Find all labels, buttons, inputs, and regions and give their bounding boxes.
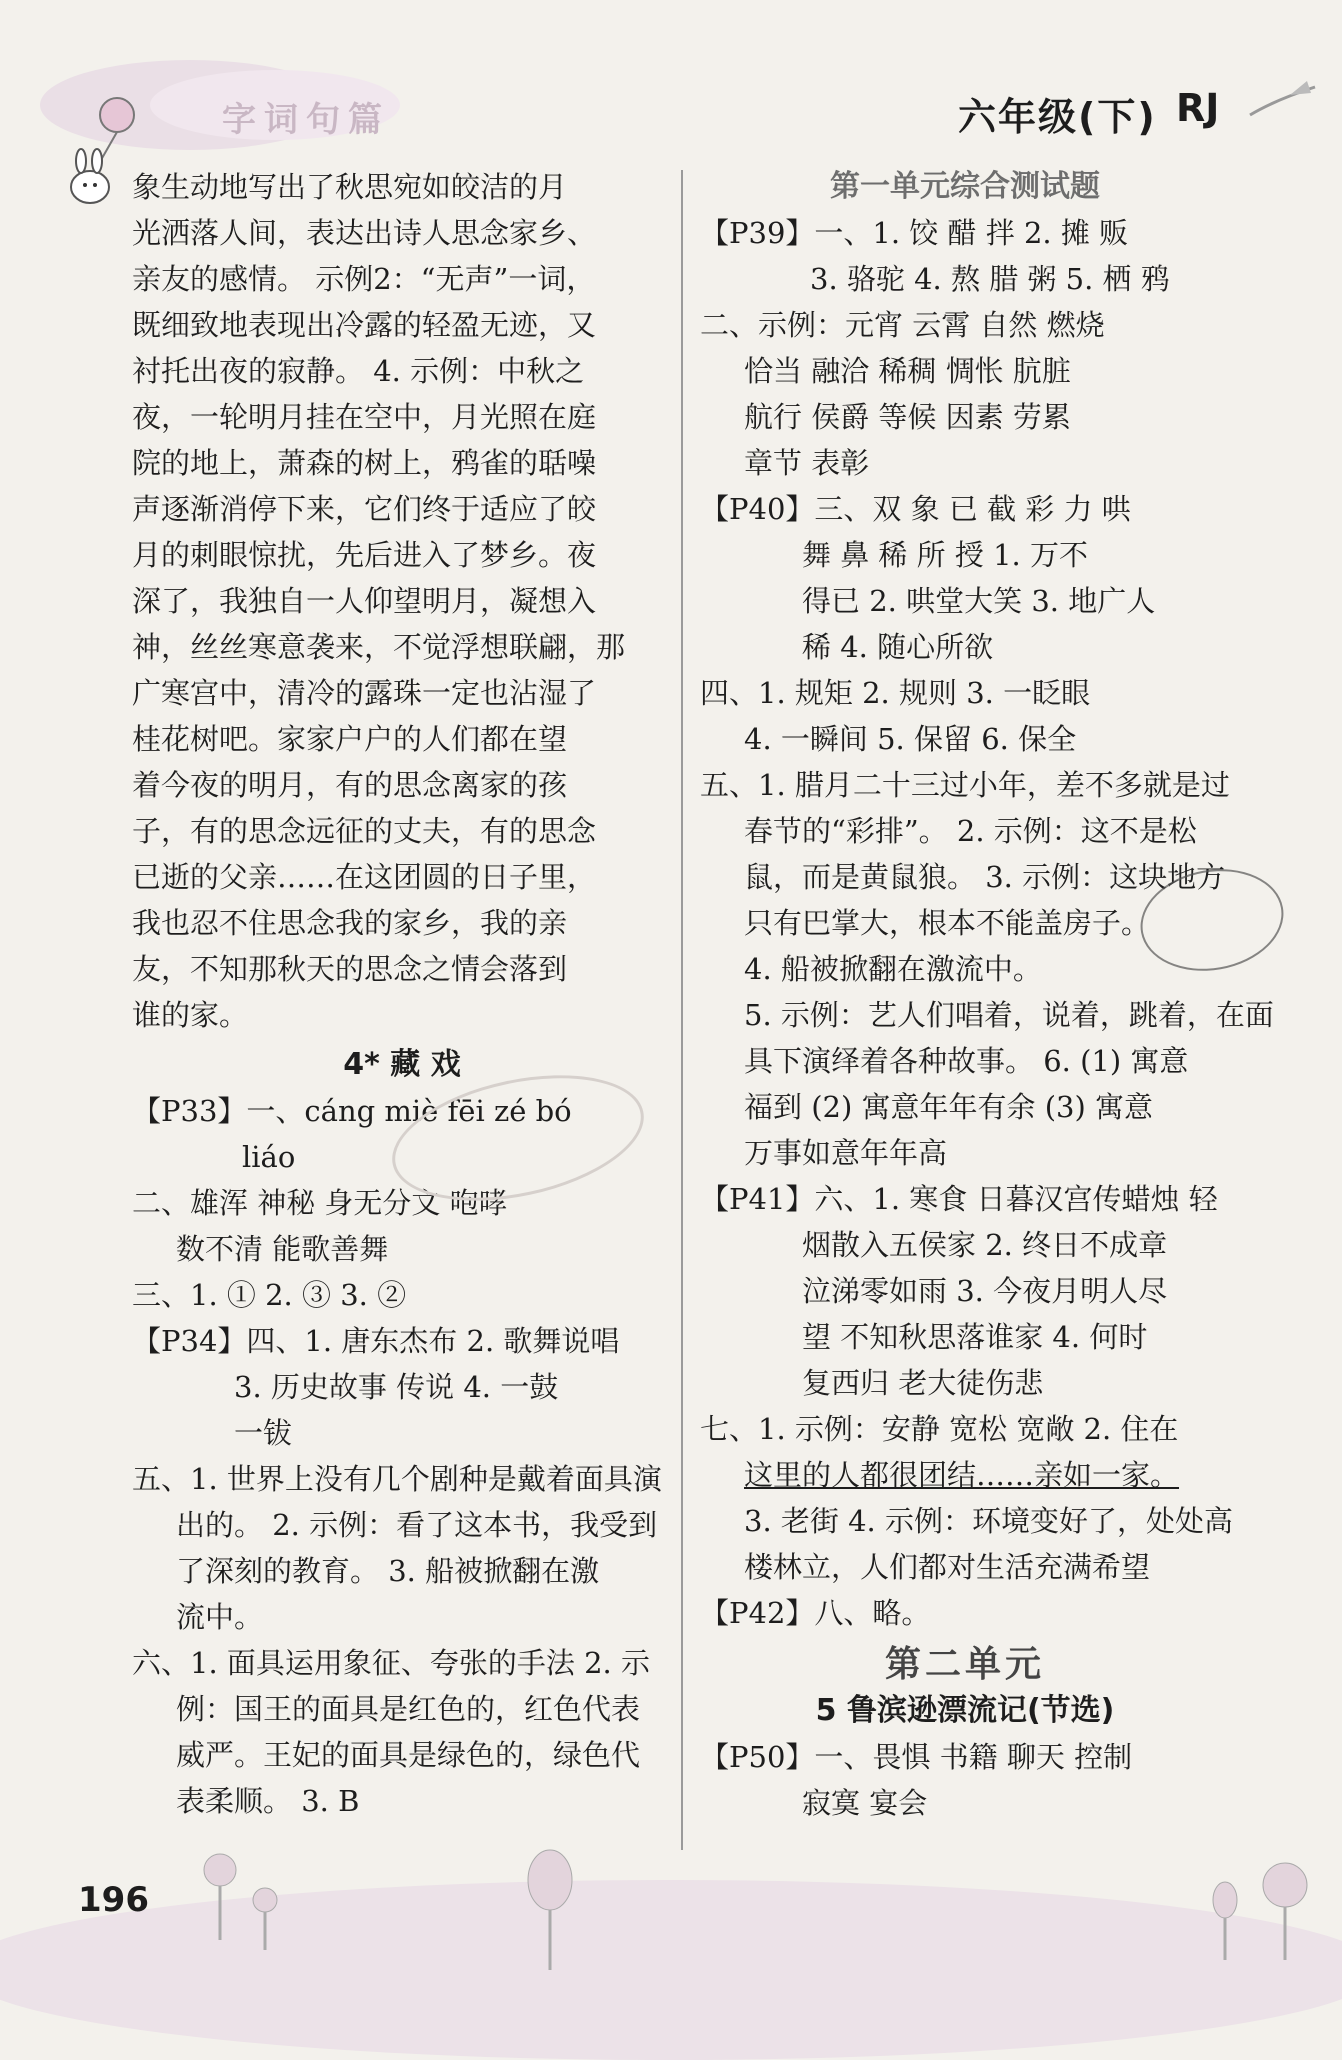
answer-line: 4. 船被掀翻在激流中。 bbox=[744, 952, 1042, 986]
lesson4-title: 4* 藏 戏 bbox=[343, 1047, 461, 1082]
answer-line: 【P50】一、畏惧 书籍 聊天 控制 bbox=[700, 1740, 1133, 1774]
answer-line: 二、雄浑 神秘 身无分文 咆哮 bbox=[132, 1186, 508, 1220]
answer-line: 3. 骆驼 4. 熬 腊 粥 5. 栖 鸦 bbox=[810, 262, 1170, 296]
answer-line: 得已 2. 哄堂大笑 3. 地广人 bbox=[802, 584, 1156, 618]
answer-line: 3. 老街 4. 示例：环境变好了，处处高 bbox=[744, 1504, 1233, 1538]
answer-line: 春节的“彩排”。 2. 示例：这不是松 bbox=[744, 814, 1197, 848]
text-line: 已逝的父亲……在这团圆的日子里， bbox=[132, 860, 597, 894]
text-line: 院的地上，萧森的树上，鸦雀的聒噪 bbox=[132, 446, 597, 480]
text-line: 光洒落人间，表达出诗人思念家乡、 bbox=[132, 216, 597, 250]
text-line: 衬托出夜的寂静。 4. 示例：中秋之 bbox=[132, 354, 585, 388]
column-divider bbox=[681, 170, 683, 1850]
answer-line: 舞 鼻 稀 所 授 1. 万不 bbox=[802, 538, 1088, 572]
left-column bbox=[132, 164, 672, 1824]
edition-label: RJ bbox=[1176, 86, 1220, 130]
answer-line: 恰当 融洽 稀稠 惆怅 肮脏 bbox=[744, 354, 1071, 388]
answer-line: 【P41】六、1. 寒食 日暮汉宫传蜡烛 轻 bbox=[700, 1182, 1218, 1216]
answer-line: 表柔顺。 3. B bbox=[176, 1784, 360, 1818]
airplane-icon bbox=[1245, 75, 1325, 125]
answer-line: 楼林立，人们都对生活充满希望 bbox=[744, 1550, 1151, 1584]
page-number: 196 bbox=[78, 1880, 149, 1920]
answer-line: 五、1. 腊月二十三过小年，差不多就是过 bbox=[700, 768, 1230, 802]
answer-line: 一钹 bbox=[234, 1416, 293, 1450]
text-line: 声逐渐消停下来，它们终于适应了皎 bbox=[132, 492, 597, 526]
text-line: 我也忍不住思念我的家乡，我的亲 bbox=[132, 906, 568, 940]
answer-line: 【P42】八、略。 bbox=[700, 1596, 931, 1630]
answer-line: 稀 4. 随心所欲 bbox=[802, 630, 994, 664]
answer-line: 烟散入五侯家 2. 终日不成章 bbox=[802, 1228, 1168, 1262]
answer-line: 七、1. 示例：安静 宽松 宽敞 2. 住在 bbox=[700, 1412, 1179, 1446]
answer-line: 三、1. ① 2. ③ 3. ② bbox=[132, 1278, 407, 1312]
underlined-answer-line: 这里的人都很团结……亲如一家。 bbox=[744, 1458, 1180, 1492]
tree-icon bbox=[1200, 1840, 1320, 1980]
text-line: 神，丝丝寒意袭来，不觉浮想联翩，那 bbox=[132, 630, 626, 664]
answer-line: 流中。 bbox=[176, 1600, 264, 1634]
text-line: 谁的家。 bbox=[132, 998, 249, 1032]
answer-line: 望 不知秋思落谁家 4. 何时 bbox=[802, 1320, 1148, 1354]
answer-line: 【P33】一、cáng miè fēi zé bó bbox=[132, 1094, 572, 1128]
lesson5-title: 5 鲁滨逊漂流记(节选) bbox=[815, 1693, 1115, 1728]
answer-line: 4. 一瞬间 5. 保留 6. 保全 bbox=[744, 722, 1077, 756]
answer-line: liáo bbox=[242, 1140, 296, 1174]
grade-label: 六年级(下) bbox=[958, 95, 1157, 139]
answer-line: 5. 示例：艺人们唱着，说着，跳着，在面 bbox=[744, 998, 1274, 1032]
answer-line: 航行 侯爵 等候 因素 劳累 bbox=[744, 400, 1071, 434]
section-label: 字词句篇 bbox=[222, 100, 390, 140]
text-line: 着今夜的明月，有的思念离家的孩 bbox=[132, 768, 568, 802]
answer-line: 【P40】三、双 象 已 截 彩 力 哄 bbox=[700, 492, 1131, 526]
right-column bbox=[700, 164, 1274, 1826]
text-line: 月的刺眼惊扰，先后进入了梦乡。夜 bbox=[132, 538, 597, 572]
answer-line: 数不清 能歌善舞 bbox=[176, 1232, 389, 1266]
answer-line: 3. 历史故事 传说 4. 一鼓 bbox=[234, 1370, 559, 1404]
page-footer bbox=[0, 1820, 1342, 1989]
answer-line: 鼠，而是黄鼠狼。 3. 示例：这块地方 bbox=[744, 860, 1226, 894]
answer-line: 五、1. 世界上没有几个剧种是戴着面具演 bbox=[132, 1462, 662, 1496]
text-line: 夜，一轮明月挂在空中，月光照在庭 bbox=[132, 400, 597, 434]
unit1-test-title: 第一单元综合测试题 bbox=[830, 169, 1100, 204]
answer-line: 万事如意年年高 bbox=[744, 1136, 948, 1170]
answer-line: 出的。 2. 示例：看了这本书，我受到 bbox=[176, 1508, 658, 1542]
text-line: 广寒宫中，清冷的露珠一定也沾湿了 bbox=[132, 676, 597, 710]
answer-line: 具下演绎着各种故事。 6. (1) 寓意 bbox=[744, 1044, 1189, 1078]
answer-line: 二、示例：元宵 云霄 自然 燃烧 bbox=[700, 308, 1105, 342]
answer-line: 寂寞 宴会 bbox=[802, 1786, 928, 1820]
answer-line: 威严。王妃的面具是绿色的，绿色代 bbox=[176, 1738, 641, 1772]
answer-line: 章节 表彰 bbox=[744, 446, 870, 480]
answer-line: 只有巴掌大，根本不能盖房子。 bbox=[744, 906, 1151, 940]
answer-line: 【P34】四、1. 唐东杰布 2. 歌舞说唱 bbox=[132, 1324, 620, 1358]
answer-line: 例：国王的面具是红色的，红色代表 bbox=[176, 1692, 641, 1726]
answer-line: 复西归 老大徒伤悲 bbox=[802, 1366, 1044, 1400]
text-line: 既细致地表现出冷露的轻盈无迹，又 bbox=[132, 308, 597, 342]
text-line: 象生动地写出了秋思宛如皎洁的月 bbox=[132, 170, 568, 204]
answer-line: 福到 (2) 寓意年年有余 (3) 寓意 bbox=[744, 1090, 1154, 1124]
text-line: 深了，我独自一人仰望明月，凝想入 bbox=[132, 584, 597, 618]
text-line: 子，有的思念远征的丈夫，有的思念 bbox=[132, 814, 597, 848]
answer-line: 六、1. 面具运用象征、夸张的手法 2. 示 bbox=[132, 1646, 650, 1680]
tree-icon bbox=[190, 1830, 310, 1990]
text-line: 桂花树吧。家家户户的人们都在望 bbox=[132, 722, 568, 756]
answer-line: 了深刻的教育。 3. 船被掀翻在激 bbox=[176, 1554, 600, 1588]
text-line: 友，不知那秋天的思念之情会落到 bbox=[132, 952, 568, 986]
answer-line: 泣涕零如雨 3. 今夜月明人尽 bbox=[802, 1274, 1168, 1308]
unit2-title: 第二单元 bbox=[884, 1644, 1045, 1685]
tree-icon bbox=[520, 1840, 580, 1980]
answer-line: 四、1. 规矩 2. 规则 3. 一眨眼 bbox=[700, 676, 1091, 710]
text-line: 亲友的感情。 示例2：“无声”一词， bbox=[132, 262, 596, 296]
answer-line: 【P39】一、1. 饺 醋 拌 2. 摊 贩 bbox=[700, 216, 1129, 250]
page-header bbox=[0, 0, 1342, 160]
